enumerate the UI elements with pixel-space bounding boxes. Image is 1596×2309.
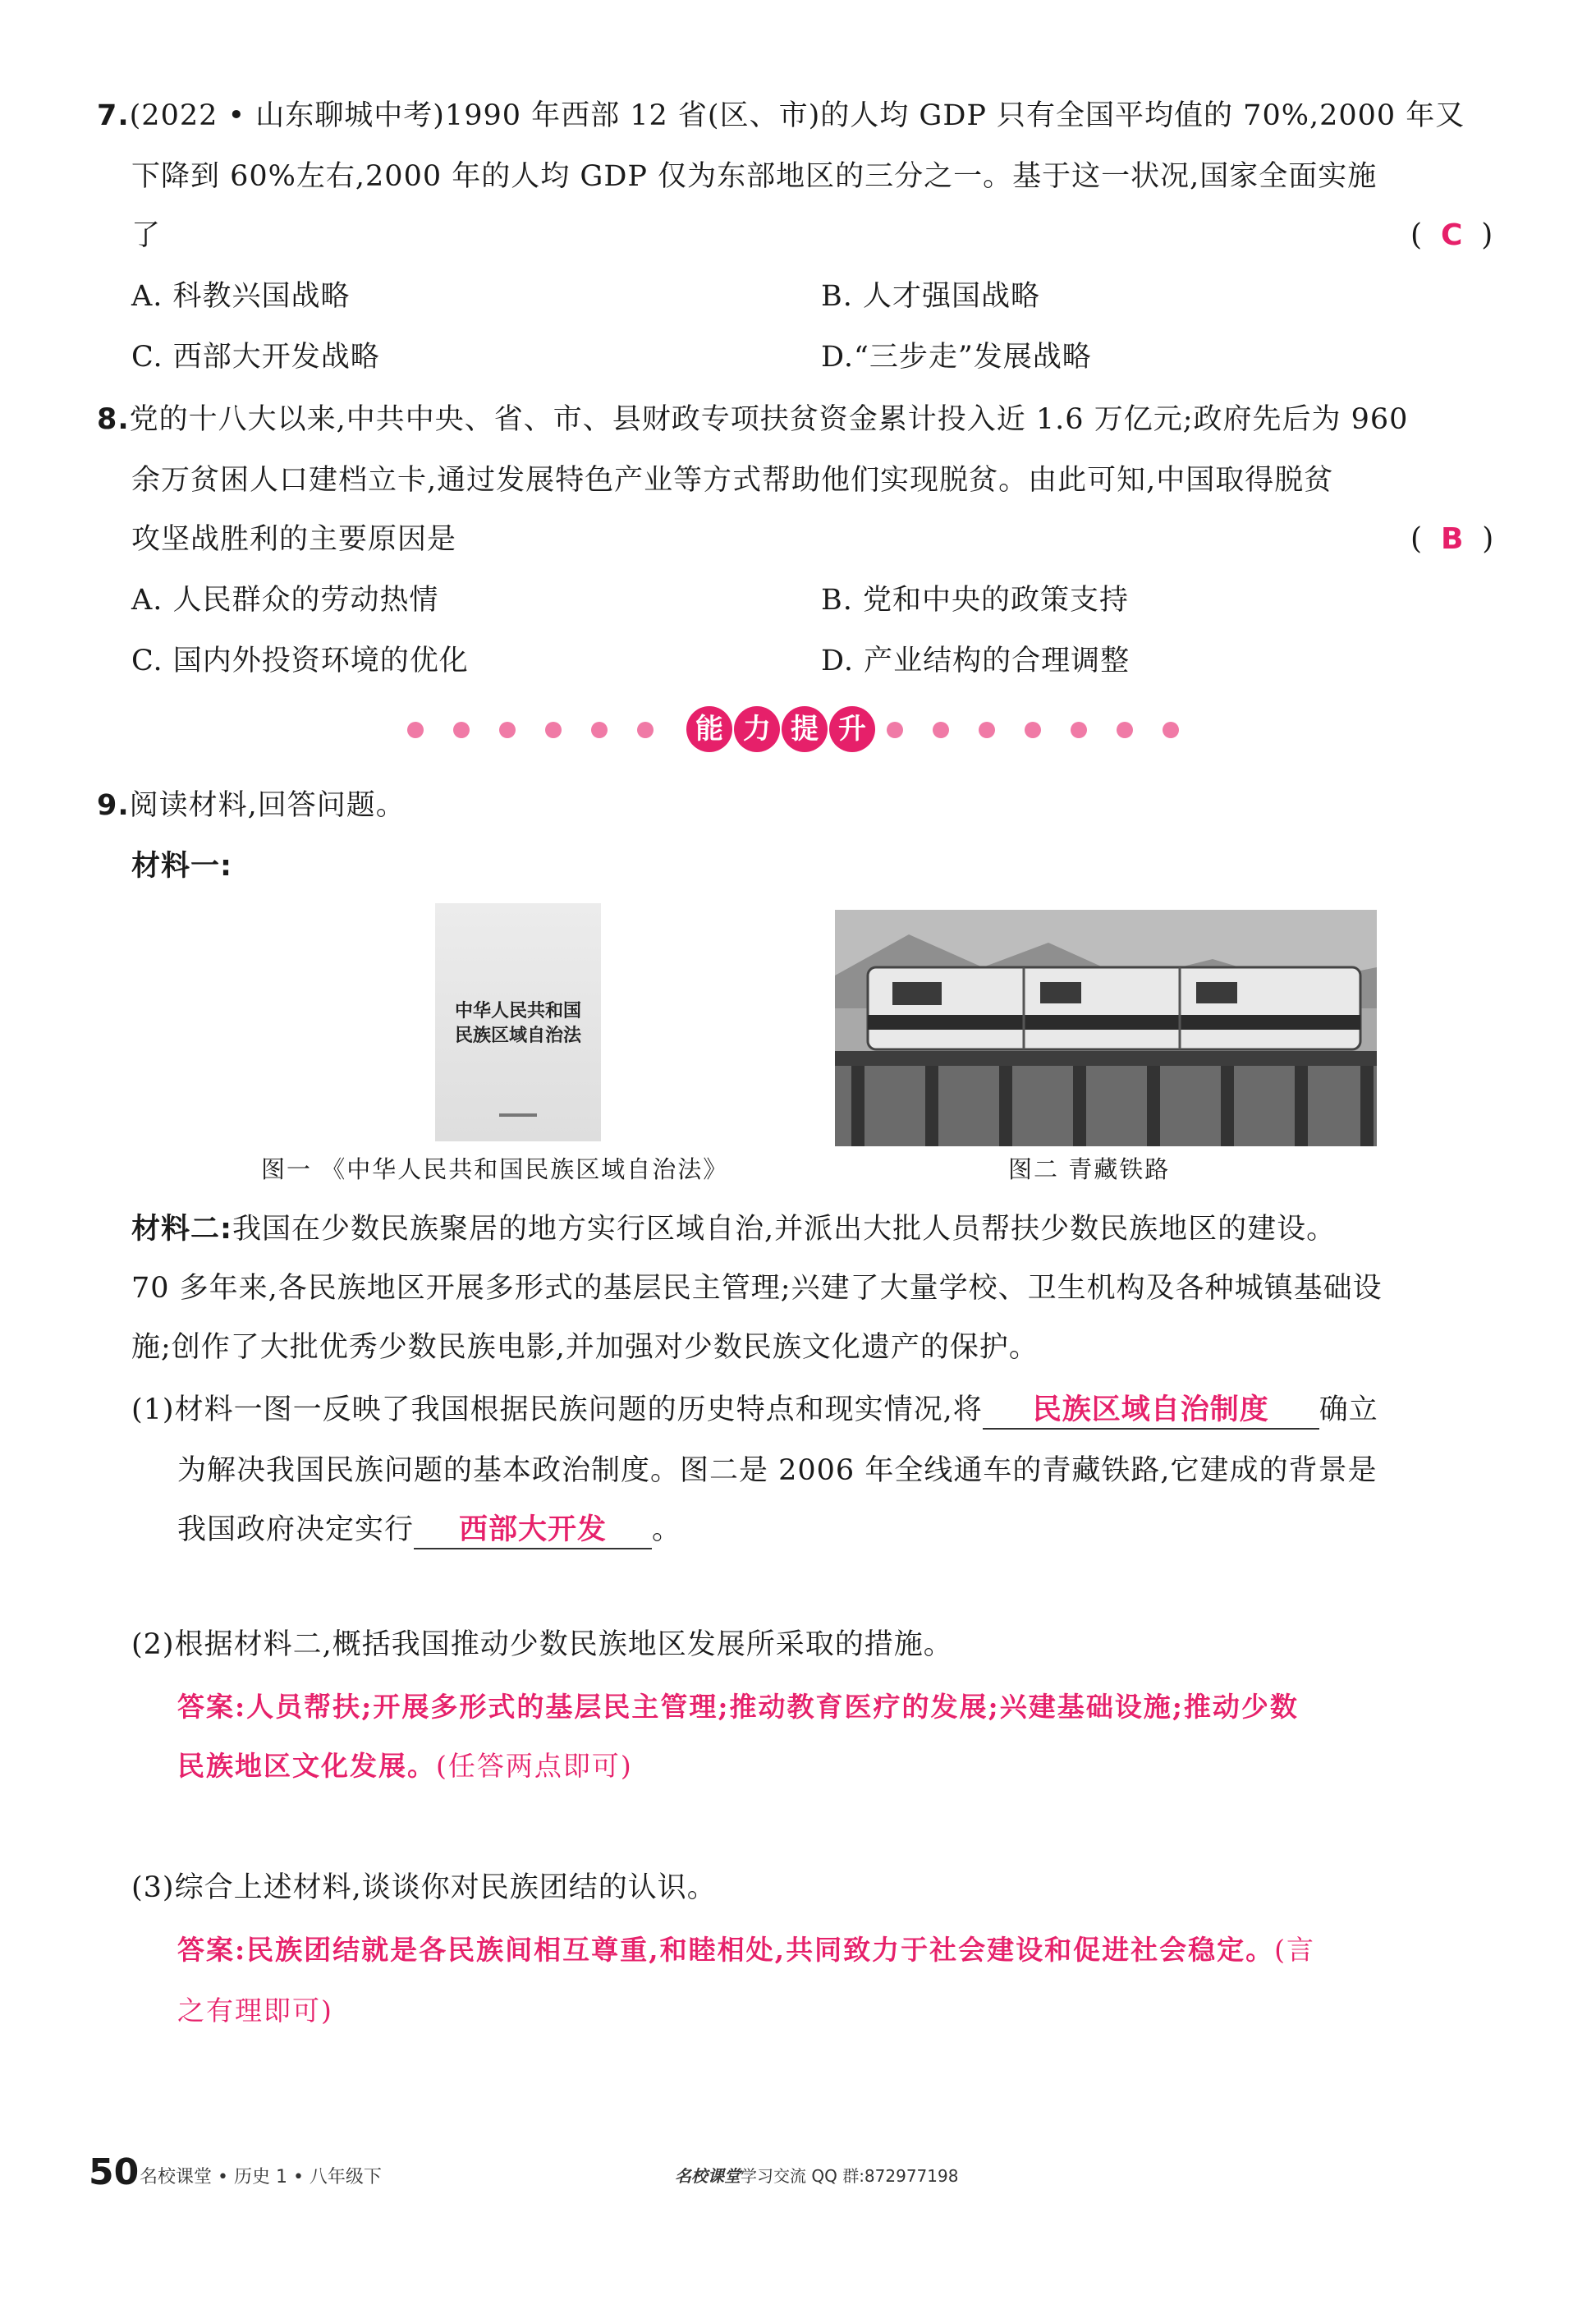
footer-book-title: 名校课堂 • 历史 1 • 八年级下 [140,2167,382,2187]
q7-option-d: D.“三步走”发展战略 [821,341,1092,374]
figure1-book-cover [435,903,601,1141]
figure2-train-photo [835,910,1377,1146]
sub3-answer-line1 [177,1930,1315,1971]
q7-option-a: A. 科教兴国战略 [131,280,351,313]
banner-char-1: 能 [686,706,732,752]
q8-option-c: C. 国内外投资环境的优化 [131,645,469,677]
banner-dot [453,722,470,738]
footer-brand-logo: 名校课堂 [675,2166,741,2186]
banner-dot [499,722,516,738]
sub2-answer-line2 [177,1746,633,1787]
banner-dot [979,722,995,738]
banner-dot [933,722,949,738]
sub2-answer-text: 民族地区文化发展。 [177,1750,436,1782]
q8-line2: 余万贫困人口建档立卡,通过发展特色产业等方式帮助他们实现脱贫。由此可知,中国取得脱贫 [131,464,1334,497]
q8-option-a: A. 人民群众的劳动热情 [131,584,439,617]
banner-dot [545,722,562,738]
footer-group: 学习交流 QQ 群:872977198 [741,2166,959,2186]
q7-number: 7. [97,99,130,132]
q9-intro-line [97,785,406,826]
publisher-mark [499,1113,537,1117]
sub3-answer-note-1: (言 [1274,1934,1316,1966]
book-title-line2: 民族区域自治法 [454,1025,581,1046]
figure2-caption: 图二 青藏铁路 [1008,1155,1171,1183]
q9-intro: 阅读材料,回答问题。 [129,789,406,822]
material2-line2: 70 多年来,各民族地区开展多形式的基层民主管理;兴建了大量学校、卫生机构及各种城镇基础设 [131,1272,1383,1305]
banner-dot [1163,722,1179,738]
book-title-line1: 中华人民共和国 [454,1000,581,1021]
material2-text-1: 我国在少数民族聚居的地方实行区域自治,并派出大批人员帮扶少数民族地区的建设。 [232,1213,1337,1246]
sub1-line1 [131,1389,1378,1430]
book-title [447,998,589,1048]
sub1-line3 [177,1509,681,1550]
sub1-text-1b: 确立 [1319,1393,1378,1426]
sub1-fill-answer-1: 民族区域自治制度 [983,1392,1319,1430]
banner-dot [1117,722,1133,738]
q8-answer: B [1440,522,1464,556]
sub1-text-1a: (1)材料一图一反映了我国根据民族问题的历史特点和现实情况,将 [131,1393,983,1426]
sub3-answer-text: 答案:民族团结就是各民族间相互尊重,和睦相处,共同致力于社会建设和促进社会稳定。 [177,1934,1275,1966]
q9-number: 9. [97,789,130,822]
q8-number: 8. [97,403,130,436]
q8-line1 [97,399,1408,440]
q7-option-c: C. 西部大开发战略 [131,341,380,374]
q8-line3: 攻坚战胜利的主要原因是 [131,523,457,556]
banner-char-3: 提 [782,706,828,752]
sub3-answer-line2 [177,1990,333,2031]
banner-dot [591,722,608,738]
q7-text-1: (2022 • 山东聊城中考)1990 年西部 12 省(区、市)的人均 GDP 只有全国平均值的 70%,2000 年又 [129,99,1465,132]
sub3-answer-note-2: 之有理即可) [177,1995,333,2027]
train-illustration [835,910,1377,1146]
sub1-text-3a: 我国政府决定实行 [177,1513,415,1546]
section-banner [407,705,1210,754]
footer-group-info [675,2163,958,2187]
q8-option-d: D. 产业结构的合理调整 [821,645,1130,677]
material2-label: 材料二: [131,1213,232,1246]
q7-line3: 了 [131,219,162,252]
banner-dot [887,722,903,738]
material1-label: 材料一: [131,850,232,883]
q7-line1 [97,95,1465,136]
material2-line3: 施;创作了大批优秀少数民族电影,并加强对少数民族文化遗产的保护。 [131,1331,1039,1364]
sub1-fill-answer-2: 西部大开发 [414,1512,652,1549]
sub2-answer-line1: 答案:人员帮扶;开展多形式的基层民主管理;推动教育医疗的发展;兴建基础设施;推动少数 [177,1691,1299,1723]
banner-dot [1071,722,1087,738]
banner-dot [1025,722,1041,738]
q8-answer-bracket: ( B ) [1410,522,1494,556]
q7-option-b: B. 人才强国战略 [821,280,1040,313]
banner-char-2: 力 [734,706,780,752]
q8-option-b: B. 党和中央的政策支持 [821,584,1129,617]
sub1-text-3b: 。 [652,1513,682,1546]
banner-dot [637,722,654,738]
sub3-question: (3)综合上述材料,谈谈你对民族团结的认识。 [131,1871,717,1904]
sub2-answer-note: (任答两点即可) [436,1750,633,1782]
q7-answer: C [1440,218,1463,252]
banner-dot [407,722,424,738]
page-number: 50 [89,2151,140,2193]
material2-line1 [131,1209,1336,1250]
sub1-line2: 为解决我国民族问题的基本政治制度。图二是 2006 年全线通车的青藏铁路,它建成的背景是 [177,1454,1378,1487]
sub2-question: (2)根据材料二,概括我国推动少数民族地区发展所采取的措施。 [131,1628,953,1661]
q7-answer-bracket: ( C ) [1410,218,1493,252]
q7-line2: 下降到 60%左右,2000 年的人均 GDP 仅为东部地区的三分之一。基于这一状况,国家全面实施 [131,160,1378,193]
banner-char-4: 升 [829,706,875,752]
q8-text-1: 党的十八大以来,中共中央、省、市、县财政专项扶贫资金累计投入近 1.6 万亿元;政府先后为 960 [129,403,1409,436]
figure1-caption: 图一 《中华人民共和国民族区域自治法》 [261,1155,729,1183]
